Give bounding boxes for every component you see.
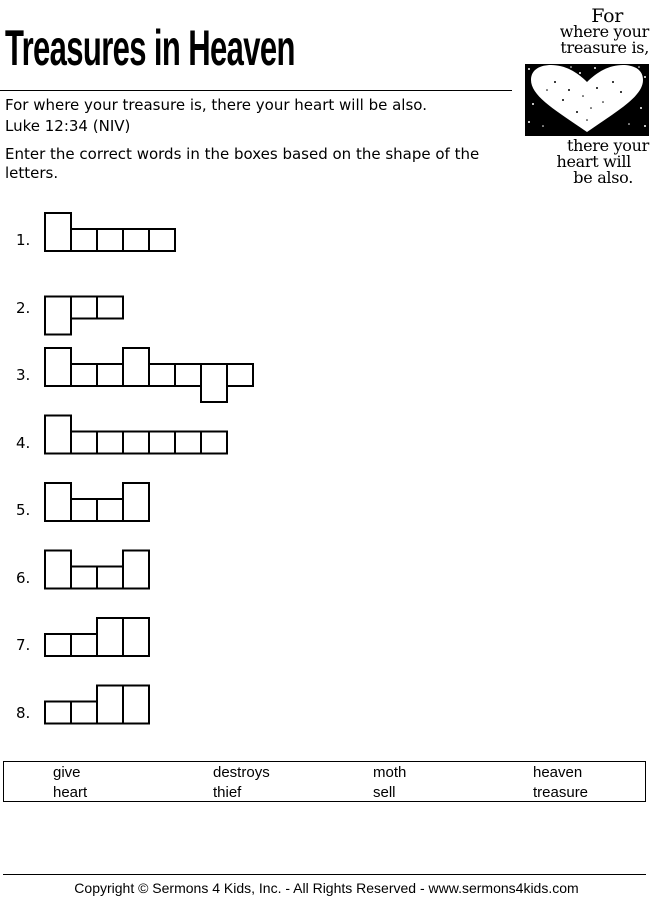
- art-text-line-6: be also.: [573, 168, 633, 187]
- letter-box[interactable]: [45, 702, 71, 724]
- art-text-line-4: there your: [566, 136, 649, 155]
- word-bank-word: give: [53, 764, 81, 781]
- art-text-line-3: treasure is,: [560, 38, 649, 57]
- letter-box[interactable]: [123, 686, 149, 724]
- letter-box[interactable]: [175, 364, 201, 386]
- word-bank: [3, 761, 646, 802]
- puzzle-number: 3.: [16, 366, 31, 384]
- letter-box[interactable]: [45, 348, 71, 386]
- art-text-line-5: heart will: [556, 152, 631, 171]
- puzzle-5: [45, 483, 149, 521]
- letter-box[interactable]: [71, 229, 97, 251]
- letter-box[interactable]: [45, 213, 71, 251]
- letter-box[interactable]: [45, 416, 71, 454]
- puzzle-number: 8.: [16, 703, 31, 722]
- word-bank-word: sell: [373, 784, 396, 801]
- letter-box[interactable]: [123, 348, 149, 386]
- word-bank-word: destroys: [213, 764, 270, 781]
- letter-box[interactable]: [175, 432, 201, 454]
- bible-verse: For where your treasure is, there your heart will be also.: [5, 96, 427, 114]
- letter-box[interactable]: [97, 618, 123, 656]
- word-bank-word: heart: [53, 784, 88, 801]
- puzzle-8: [45, 686, 149, 724]
- letter-box[interactable]: [97, 364, 123, 386]
- letter-box[interactable]: [71, 567, 97, 589]
- word-bank-word: moth: [373, 764, 407, 781]
- puzzle-2: [45, 297, 123, 335]
- puzzle-number: 1.: [16, 231, 31, 249]
- puzzle-6: [45, 551, 149, 589]
- letter-box[interactable]: [71, 702, 97, 724]
- letter-box[interactable]: [201, 364, 227, 402]
- letter-box[interactable]: [71, 297, 97, 319]
- letter-box[interactable]: [97, 499, 123, 521]
- letter-box[interactable]: [71, 364, 97, 386]
- letter-box[interactable]: [97, 686, 123, 724]
- letter-box[interactable]: [123, 618, 149, 656]
- copyright-footer: Copyright © Sermons 4 Kids, Inc. - All Rights Reserved - www.sermons4kids.com: [74, 880, 579, 896]
- letter-box[interactable]: [149, 229, 175, 251]
- verse-reference: Luke 12:34 (NIV): [5, 117, 131, 135]
- letter-box[interactable]: [71, 634, 97, 656]
- letter-box[interactable]: [45, 551, 71, 589]
- word-bank-word: treasure: [533, 784, 589, 801]
- letter-box[interactable]: [97, 432, 123, 454]
- puzzle-number: 4.: [16, 433, 31, 452]
- letter-box[interactable]: [123, 483, 149, 521]
- letter-box[interactable]: [123, 551, 149, 589]
- puzzle-number: 6.: [16, 568, 31, 587]
- letter-box[interactable]: [71, 499, 97, 521]
- instructions: Enter the correct words in the boxes based on the shape of the letters.: [5, 145, 480, 182]
- art-text-line-2: where your: [559, 22, 649, 41]
- word-bank-word: thief: [213, 784, 242, 801]
- letter-box[interactable]: [45, 483, 71, 521]
- letter-box[interactable]: [97, 297, 123, 319]
- worksheet-title: Treasures in Heaven: [5, 20, 295, 76]
- puzzle-7: [45, 618, 149, 656]
- letter-box[interactable]: [149, 432, 175, 454]
- puzzle-3: [45, 348, 253, 402]
- letter-box[interactable]: [71, 432, 97, 454]
- footer-divider: [3, 874, 646, 875]
- word-bank-word: heaven: [533, 764, 583, 781]
- letter-box[interactable]: [123, 229, 149, 251]
- letter-box[interactable]: [97, 229, 123, 251]
- puzzle-4: [45, 416, 227, 454]
- art-text-line-1: For: [591, 5, 623, 27]
- puzzle-number: 5.: [16, 501, 31, 519]
- letter-box[interactable]: [45, 297, 71, 335]
- puzzle-number: 2.: [16, 298, 31, 317]
- puzzle-number: 7.: [16, 636, 31, 654]
- puzzle-1: [45, 213, 175, 251]
- letter-box[interactable]: [227, 364, 253, 386]
- letter-box[interactable]: [149, 364, 175, 386]
- letter-box[interactable]: [45, 634, 71, 656]
- letter-box[interactable]: [97, 567, 123, 589]
- letter-box[interactable]: [123, 432, 149, 454]
- letter-box[interactable]: [201, 432, 227, 454]
